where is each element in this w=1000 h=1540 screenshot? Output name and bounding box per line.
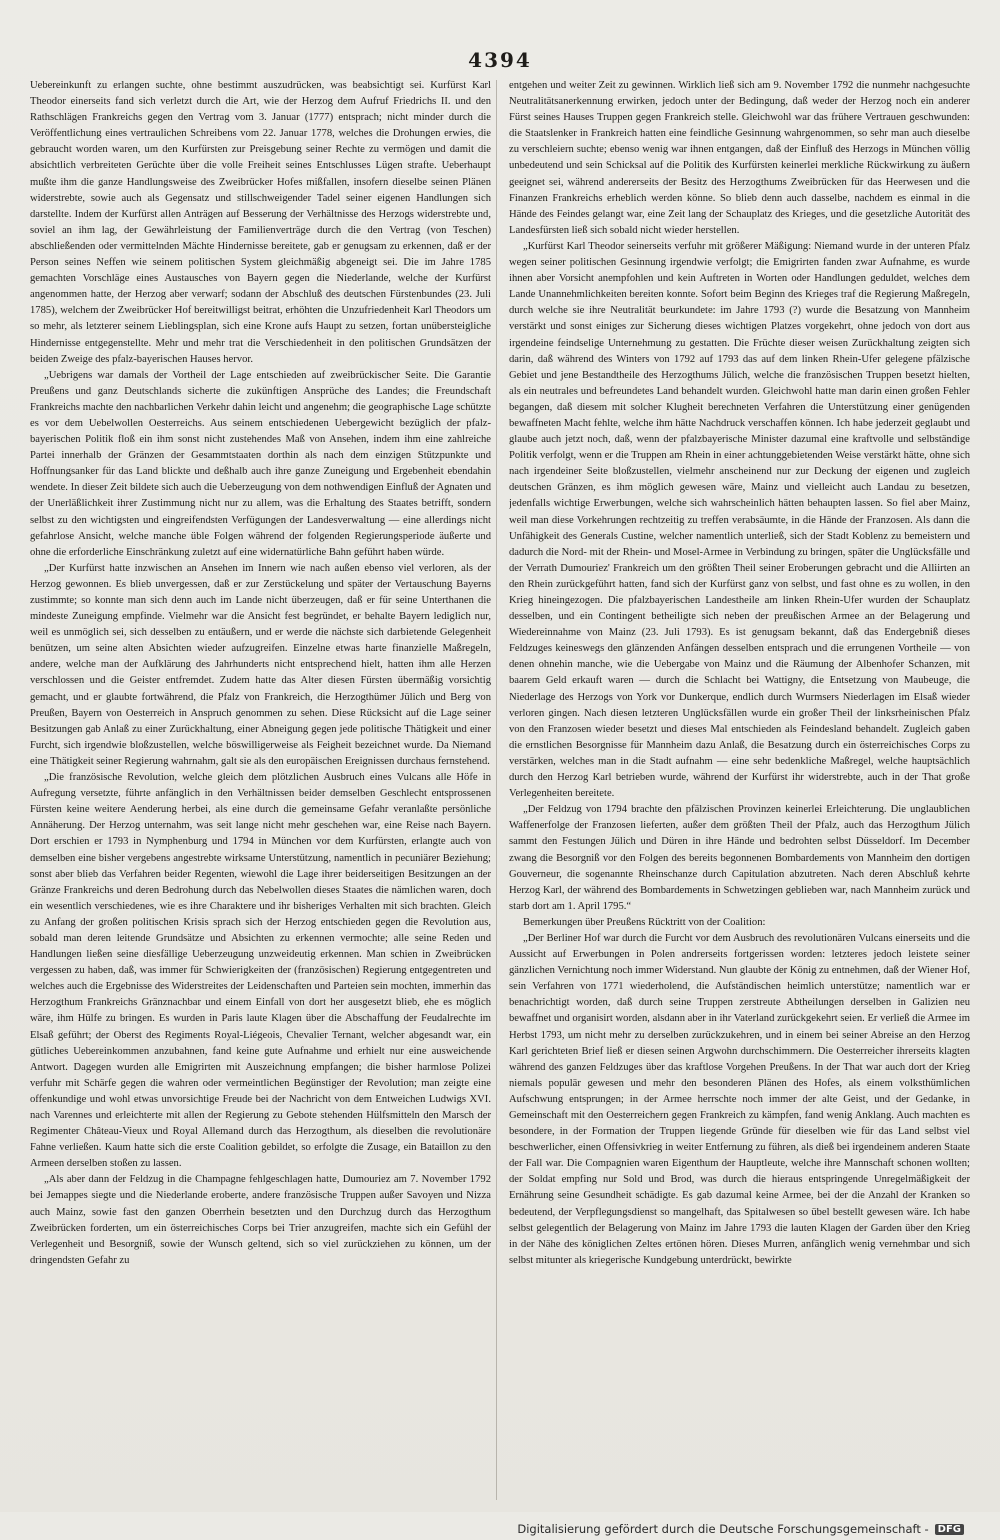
column-divider — [496, 80, 497, 1500]
right-column — [509, 78, 970, 1503]
paragraph: Uebereinkunft zu erlangen suchte, ohne bestimmt auszudrücken, was beabsichtigt sei. Kurfürst Karl Theodor einerseits fand sich verletzt durch die Art, wie der Herzog dem Aufruf Friedrichs II. und den Rathschlägen Frankreichs gegen den Vertrag vom 3. Januar (1777) entsprach; nicht minder durch die Veröffentlichung eines vertraulichen Schreibens vom 22. Januar 1778, welches die Drohungen erwies, die gebraucht worden waren, um den Kurfürsten zur Preisgebung seiner Rechte zu vermögen und damit die absichtlich verbreiteten Gerüchte über die volle Freiheit seines Entschlusses Lügen strafte. Ueberhaupt mußte ihm die ganze Handlungsweise des Zweibrücker Hofes mißfallen, insofern dieselbe seinen Plänen widerstrebte, sowie auch als Gegensatz und stillschweigender Tadel seiner eigenen Handlungen sich darstellte. Indem der Kurfürst allen Anträgen auf Besserung der Verhältnisse des Herzogs widerstrebte und, soviel an ihm lag, der Gewährleistung der Familienverträge durch die den Vertrag (von Teschen) abschließenden oder vermittelnden Mächte Hindernisse bereitete, gab er genugsam zu erkennen, daß er der Person seines Neffen wie seinem politischen System gleichmäßig abgeneigt sei. Die im Jahre 1785 gemachten Vorschläge eines Austausches von Bayern gegen die Niederlande, welche der Kurfürst angenommen hatte, der Herzog aber verwarf; sodann der Abschluß des deutschen Fürstenbundes (23. Juli 1785), welchem der Zweibrücker Hof bereitwilligst beitrat, erhöhten die Unzufriedenheit Karl Theodors um so mehr, als letzterer seinem Lieblingsplan, sich eine Krone aufs Haupt zu setzen, fortan unübersteigliche Hindernisse entgegenstellte. Mehr und mehr trat die Verschiedenheit in den politischen Grundsätzen der beiden Zweige des pfalz-bayerischen Hauses hervor. — [30, 80, 491, 365]
paragraph: „Als aber dann der Feldzug in die Champagne fehlgeschlagen hatte, Dumouriez am 7. November 1792 bei Jemappes siegte und die Niederlande eroberte, andere französische Truppen außer Savoyen und Nizza auch Mainz, sowie fast den ganzen Oberrhein besetzten und den Durchzug durch das Herzogthum Zweibrücken forderten, um ein österreichisches Corps bei Trier anzugreifen, machte sich ein Gefühl der Verlegenheit und Besorgniß, sowie der Wunsch geltend, sich so viel zurückziehen zu können, um der dringendsten Gefahr zu — [30, 1174, 491, 1266]
paragraph: „Der Feldzug von 1794 brachte den pfälzischen Provinzen keinerlei Erleichterung. Die unglaublichen Waffenerfolge der Franzosen lieferten, außer dem größten Theil der Pfalz, auch das Herzogthum Jülich sammt den Festungen Jülich und Düren in ihre Hände und bedrohten selbst Düsseldorf. Im December zwang die Besorgniß vor den Folgen des bereits begonnenen Bombardements von Mannheim den dortigen Gouverneur, die sogenannte Rheinschanze durch Capitulation abzutreten. Nach deren Abschluß kehrte Herzog Karl, der während des Bombardements in Schwetzingen geblieben war, nach Mannheim zurück und starb dort am 1. April 1795.“ — [509, 804, 970, 912]
dfg-logo: DFG — [935, 1524, 964, 1535]
paragraph: „Der Kurfürst hatte inzwischen an Ansehen im Innern wie nach außen ebenso viel verloren, als der Herzog gewonnen. Es blieb unvergessen, daß er zur Zerstückelung und später der Vertauschung Bayerns zustimmte; so konnte man sich denn auch im Lande nicht überzeugen, daß er für seine Unterthanen die mindeste Zuneigung empfinde. Vielmehr war die Ansicht fest begründet, er behalte Bayern lediglich nur, weil es unmöglich sei, sich desselben zu entäußern, und er werde die nächste sich darbietende Gelegenheit benützen, um seine alten Absichten wieder aufzugreifen. Einzelne etwas harte finanzielle Maßregeln, andere, welche man der Aufklärung des Jahrhunderts nicht entsprechend hielt, hatten ihm alle Herzen verschlossen und die Geister entfremdet. Zudem hatte das Alter diesen Fürsten übermäßig vorsichtig gemacht, und er glaubte fortwährend, die Pfalz von Frankreich, die Herzogthümer Jülich und Berg von Preußen, Bayern von Oesterreich in Anspruch genommen zu sehen. Diese Rücksicht auf die Lage seiner Besitzungen gab Anlaß zu einer Zurückhaltung, einer Abneigung gegen jede politische Thätigkeit und einer Furcht, sich irgendwie bloßzustellen, welche böswilligerweise als Feigheit bezeichnet wurde. Da Niemand eine Thätigkeit seiner Regierung wahrnahm, galt sie als den europäischen Ereignissen durchaus fernstehend. — [30, 562, 491, 767]
page-number: 4394 — [468, 48, 532, 72]
paragraph: entgehen und weiter Zeit zu gewinnen. Wirklich ließ sich am 9. November 1792 die nunmehr nachgesuchte Neutralitätsanerkennung erwirken, jedoch unter der Bedingung, daß weder der Herzog noch ein anderer Fürst seines Hauses Truppen gegen Frankreich stelle. Gleichwohl war das frühere Vertrauen geschwunden: die Staatslenker in Frankreich hatten eine feindliche Gesinnung wahrgenommen, so sehr man auch dieselbe zu verschleiern suchte; ebenso wenig war ihnen entgangen, daß der Einfluß des Herzogs in München völlig unbedeutend und sein Schicksal auf die Politik des Kurfürsten keinerlei merkliche Rückwirkung zu äußern geeignet sei, während andererseits der Besitz des Herzogthums Zweibrücken für das Heerwesen und die Finanzen Frankreichs erheblich werden könne. So blieb denn auch dasselbe, nachdem es einmal in die Hände des Feindes gelangt war, eine Zeit lang der Schauplatz des Krieges, und die gesetzliche Autorität des Landesfürsten ließ sich sobald nicht wieder herstellen. — [509, 80, 970, 236]
paragraph: „Der Berliner Hof war durch die Furcht vor dem Ausbruch des revolutionären Vulcans einerseits und die Aussicht auf Erwerbungen in Polen andrerseits fortgerissen worden: letzteres jedoch leistete seiner gänzlichen Vernichtung noch immer Widerstand. Nun glaubte der König zu entnehmen, daß der Wiener Hof, sein Verfahren von 1771 wiederholend, die Aufständischen heimlich unterstütze; namentlich war er benachrichtigt worden, daß durch seine Truppen zerstreute Abtheilungen derselben in Galizien neu bewaffnet und organisirt worden, alsdann aber in ihr Vaterland zurückgekehrt seien. Er verließ die Armee im Herbst 1793, um nicht mehr zu derselben zurückzukehren, und in einem bei seiner Abreise an den Herzog Karl gerichteten Brief ließ er diesen seinen Argwohn durchschimmern. Die Oesterreicher ihrerseits klagten während des ganzen Feldzuges über das kraftlose Vorgehen Preußens. In der That war auch dort der Krieg niemals populär gewesen und mehr den besonderen Plänen des Hofes, als einem volksthümlichen Aufschwung entsprungen; in der Armee herrschte noch immer der alte Geist, und der Gedanke, in Gemeinschaft mit den Oesterreichern gegen Frankreich zu kämpfen, fand wenig Anklang. Auch machten es besondere, in der Formation der Truppen liegende Gründe für dieselben wie für das Land selbst viel beschwerlicher, einen Offensivkrieg in weiter Entfernung zu führen, als dieß bei irgendeinem anderen Staate der Fall war. Die Compagnien waren Eigenthum der Hauptleute, welche ihre Mannschaft schonen wollten; der Soldat empfing nur Sold und Brod, was durch die hieraus entspringende Unregelmäßigkeit der Ernährung seine Gesundheit schädigte. Es gab dazumal keine Armee, bei der die Anzahl der Kranken so bedeutend, der Verpflegungsdienst so mangelhaft, das Spitalwesen so übel bestellt gewesen wäre. Ich habe selbst gelegentlich der Belagerung von Mainz im Jahre 1793 die lauten Klagen der Garden über den Krieg in der Nähe des königlichen Zeltes ertönen hören. Dieses Murren, anfänglich wenig vernehmbar und sich selbst mitunter als kriegerische Kundgebung unterdrückt, bewirkte — [509, 932, 970, 1266]
paragraph: „Kurfürst Karl Theodor seinerseits verfuhr mit größerer Mäßigung: Niemand wurde in der unteren Pfalz wegen seiner politischen Gesinnung irgendwie verfolgt; die Emigrirten fanden zwar Aufnahme, es wurde ihnen aber Vorsicht anempfohlen und kein Auftreten in Worten oder Handlungen geduldet, welches dem Lande Unannehmlichkeiten bereiten konnte. Sofort beim Beginn des Krieges traf die Regierung Maßregeln, durch welche sie ihre Neutralität beurkundete: im Jahre 1793 (?) wurde die Besatzung von Mannheim verstärkt und sonst einiges zur Sicherung dieses wichtigen Platzes vorgekehrt, ohne jedoch von dort aus irgendeine feindselige Unternehmung zu gestatten. Die Früchte dieser weisen Zurückhaltung zeigten sich darin, daß während des Winters von 1792 auf 1793 das auf dem linken Rhein-Ufer gelegene pfälzische Gebiet und jene Bestandtheile des Herzogthums Jülich, welche die französischen Truppen besetzt hielten, als ein neutrales und befreundetes Land behandelt wurden. Gleichwohl hatte man darin einen großen Fehler begangen, daß diesem mit solcher Klugheit berechneten Verfahren die Unterstützung einer genügenden bewaffneten Macht fehlte, welche ihm hätte Nachdruck verschaffen können. Ich habe jederzeit geglaubt und glaube auch jetzt noch, daß, wenn der pfalzbayerische Minister dazumal eine kraftvolle und selbständige Politik verfolgt, wenn er die Truppen am Rhein in einer achtunggebietenden Weise verstärkt hätte, ohne sich nach irgendeiner Seite bloßzustellen, vielmehr anscheinend nur zur Deckung der eigenen und zugleich deutschen Gränzen, es ihm möglich gewesen wäre, Mainz und vielleicht auch Landau zu besetzen, jedenfalls wichtige Erwerbungen, welche sich wahrscheinlich hätten behaupten lassen. So fiel aber Mainz, weil man diese Vorkehrungen rechtzeitig zu treffen verabsäumte, in die Hände der Franzosen. Als dann die Unfähigkeit des Generals Custine, welcher namentlich unterließ, sich der Stadt Koblenz zu bemeistern und dadurch die Nord- mit der Rhein- und Mosel-Armee in Verbindung zu bringen, später die Unglücksfälle und der Verrath Dumouriez' Frankreich um den größten Theil seiner Eroberungen gebracht und die Alliirten an den Rhein zurückgeführt hatten, fand sich der Kurfürst ganz von selbst, und fast ohne es zu wollen, in den Krieg hineingezogen. Die pfalzbayerischen Landestheile am linken Rhein-Ufer wurden der Schauplatz desselben, und ein Contingent betheiligte sich neben der preußischen Armee an der Belagerung und Wiedereinnahme von Mainz (23. Juli 1793). Es ist genugsam bekannt, daß das Endergebniß dieses Feldzuges keineswegs den glänzenden Anfängen desselben entsprach und die errungenen Vortheile — von denen ohnehin manche, wie die Uebergabe von Mainz und die Räumung der Albenhofer Schanzen, mit baarem Geld erkauft waren — durch die Schlacht bei Wattigny, die Entsetzung von Maubeuge, die Niederlage des Herzogs von York vor Dunkerque, endlich durch Wurmsers Niederlagen im Elsaß wieder verloren gingen. Nach diesen letzteren Unglücksfällen wurde ein großer Theil der linksrheinischen Pfalz von den Franzosen wieder besetzt und dieses Mal entschieden als Feindesland behandelt. Zugleich gaben die ernstlichen Besorgnisse für Mannheim dazu Anlaß, die Besatzung durch ein österreichisches Corps zu verstärken, welches man in die Stadt aufnahm — eine sehr bedenkliche Maßregel, welche hauptsächlich durch den Herzog Karl betrieben wurde, während der Kurfürst ihr widerstrebte, auch in der That große Verlegenheiten bereitete. — [509, 240, 970, 800]
paragraph: „Uebrigens war damals der Vortheil der Lage entschieden auf zweibrückischer Seite. Die Garantie Preußens und ganz Deutschlands sicherte die zukünftigen Ansprüche des Landes; die Freundschaft Frankreichs machte den nachbarlichen Verkehr dahin leicht und angenehm; die geographische Lage schützte es vor dem Uebelwollen Oesterreichs. Aus seinem entschiedenen Uebergewicht bezüglich der pfalz-bayerischen Politik floß ein ihm sonst nicht zustehendes Maß von Ansehen, indem ihm eine zahlreiche Partei innerhalb der Gränzen der Gesammtstaaten dorthin als nach dem einzigen Stützpunkte und Hoffnungsanker für das Land blickte und deßhalb auch ihre ganze Zuneigung und Ergebenheit ebendahin wendete. In dieser Zeit bildete sich auch die Ueberzeugung von dem nothwendigen Einfluß der Agnaten und der Unerläßlichkeit ihrer Zustimmung nicht nur zu allem, was die Erhaltung des Staates betrifft, sondern selbst zu den wichtigsten und eingreifendsten Verfügungen der Landesverwaltung — eine allerdings nicht gefahrlose Ansicht, welche manche üble Folgen während der folgenden Regierungsperiode äußerte und ohne die erforderliche Einschränkung zuletzt auf eine widernatürliche Bahn geführt haben würde. — [30, 369, 491, 558]
section-heading: Bemerkungen über Preußens Rücktritt von der Coalition: — [523, 916, 766, 928]
footer-bar — [0, 1512, 1000, 1540]
left-column — [30, 78, 491, 1503]
footer-credit — [517, 1522, 964, 1536]
paragraph: „Die französische Revolution, welche gleich dem plötzlichen Ausbruch eines Vulcans alle Höfe in Aufregung versetzte, führte anfänglich in den Verhältnissen beider demselben Geschlecht entsprossenen Fürsten keine weitere Aenderung herbei, als eine durch die gemeinsame Gefahr veranlaßte persönliche Annäherung. Der Herzog unternahm, was seit lange nicht mehr geschehen war, eine Reise nach Bayern. Dort erschien er 1793 in Nymphenburg und 1794 in München vor dem Kurfürsten, erlangte auch von demselben eine bisher vergebens angestrebte wirksame Unterstützung, namentlich in pecuniärer Beziehung; sonst aber blieb das Verfahren beider Regenten, wiewohl die Lage ihrer beiderseitigen Besitzungen an der Gränze Frankreichs und deren Bedrohung durch das Nebelwollen dieses Staates die nämlichen waren, doch ein wesentlich verschiedenes, wie es ihre Charaktere und ihr bisheriges Verhalten mit sich brachten. Gleich zu Anfang der großen politischen Krisis sprach sich der Herzog entschieden gegen die Revolution aus, sobald man deren leitende Grundsätze und Absichten zu erkennen vermochte; alle seine Reden und Handlungen ließen seine diesfällige Ueberzeugung unzweideutig erkennen. Man schien in Zweibrücken vergessen zu haben, daß, was immer für Schwierigkeiten der (französischen) Regierung entgegentreten und welches auch die Ergebnisse des Widerstreites der Leidenschaften und Parteien sein mochten, immerhin das Herzogthum Frankreichs Gränznachbar und einem Einfall von dort her ausgesetzt blieb, ehe es möglich wäre, ihm Hülfe zu bringen. Es wurden in Paris laute Klagen über die Abschaffung der Feudalrechte im Elsaß geführt; der Oberst des Regiments Royal-Liégeois, Chevalier Ternant, welcher abgesandt war, ein gütliches Uebereinkommen anzubahnen, fand keine gute Aufnahme und erhielt nur eine ausweichende Antwort. Dagegen wurden alle Emigrirten mit Auszeichnung empfangen; die bisher harmlose Polizei verfuhr mit Schärfe gegen die wahren oder vermeintlichen Begünstiger der Revolution; man zeigte eine offenkundige und wohl etwas unvorsichtige Freude bei der Nachricht von dem Entweichen Ludwigs XVI. nach Varennes und erleichterte mit allen der Regierung zu Gebote stehenden Hülfsmitteln den Marsch der Regimenter Château-Vieux und Royal Allemand durch das Herzogthum, als dieselben die revolutionäre Fahne verließen. Kaum hatte sich die erste Coalition gebildet, so erfolgte die Zusage, ein Bataillon zu den Armeen derselben stoßen zu lassen. — [30, 772, 491, 1170]
footer-credit-text: Digitalisierung gefördert durch die Deutsche Forschungsgemeinschaft - — [517, 1522, 929, 1536]
